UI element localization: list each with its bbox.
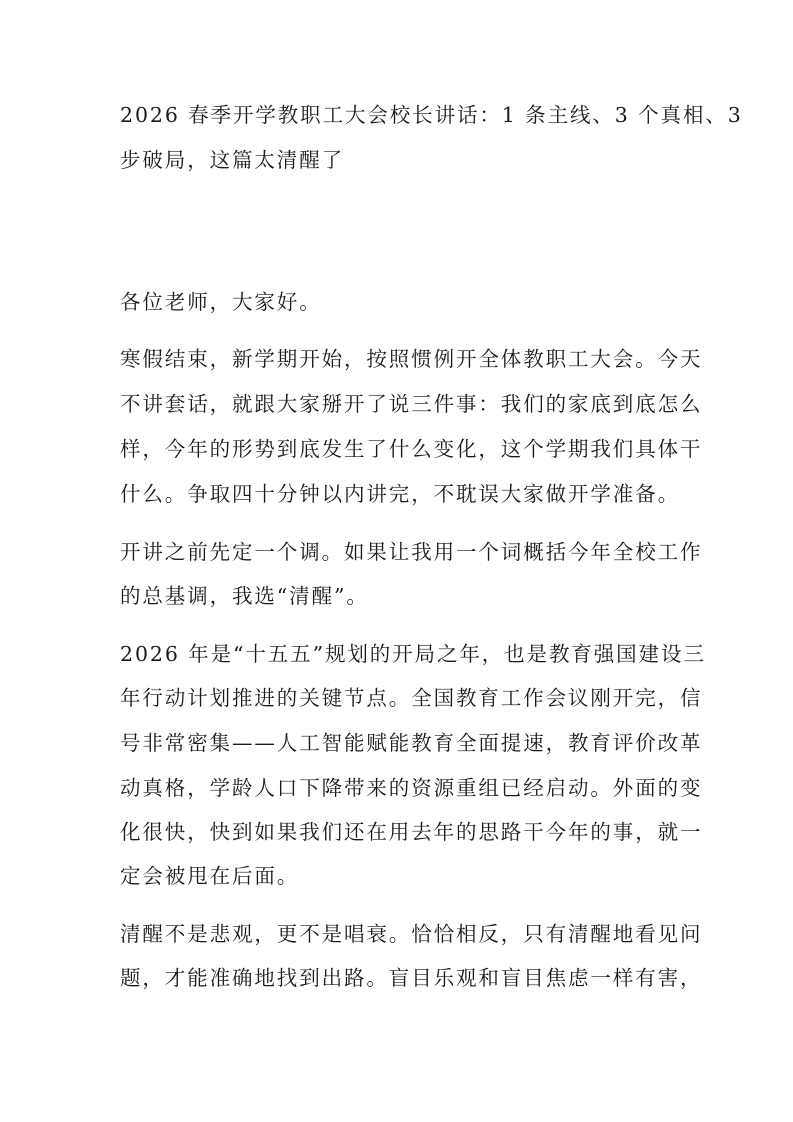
paragraph-line: 清醒不是悲观，更不是唱衰。恰恰相反，只有清醒地看见问 <box>120 922 703 946</box>
paragraph-line: 题，才能准确地找到出路。盲目乐观和盲目焦虑一样有害， <box>120 966 703 990</box>
document-title-line-1: 2026 春季开学教职工大会校长讲话：1 条主线、3 个真相、3 <box>120 103 743 127</box>
paragraph-line: 开讲之前先定一个调。如果让我用一个词概括今年全校工作 <box>120 540 703 564</box>
paragraph-line: 2026 年是“十五五”规划的开局之年，也是教育强国建设三 <box>120 642 706 666</box>
paragraph-line: 寒假结束，新学期开始，按照惯例开全体教职工大会。今天 <box>120 347 703 371</box>
document-title-line-2: 步破局，这篇太清醒了 <box>120 148 344 172</box>
paragraph-greeting: 各位老师，大家好。 <box>120 290 322 314</box>
paragraph-line: 动真格，学龄人口下降带来的资源重组已经启动。外面的变 <box>120 776 703 800</box>
paragraph-line: 年行动计划推进的关键节点。全国教育工作会议刚开完，信 <box>120 686 703 710</box>
paragraph-line: 不讲套话，就跟大家掰开了说三件事：我们的家底到底怎么 <box>120 392 703 416</box>
paragraph-line: 什么。争取四十分钟以内讲完，不耽误大家做开学准备。 <box>120 482 680 506</box>
paragraph-line: 样，今年的形势到底发生了什么变化，这个学期我们具体干 <box>120 437 703 461</box>
paragraph-line: 定会被甩在后面。 <box>120 864 300 888</box>
paragraph-line: 号非常密集——人工智能赋能教育全面提速，教育评价改革 <box>120 731 703 755</box>
paragraph-line: 的总基调，我选“清醒”。 <box>120 584 369 608</box>
paragraph-line: 化很快，快到如果我们还在用去年的思路干今年的事，就一 <box>120 820 703 844</box>
